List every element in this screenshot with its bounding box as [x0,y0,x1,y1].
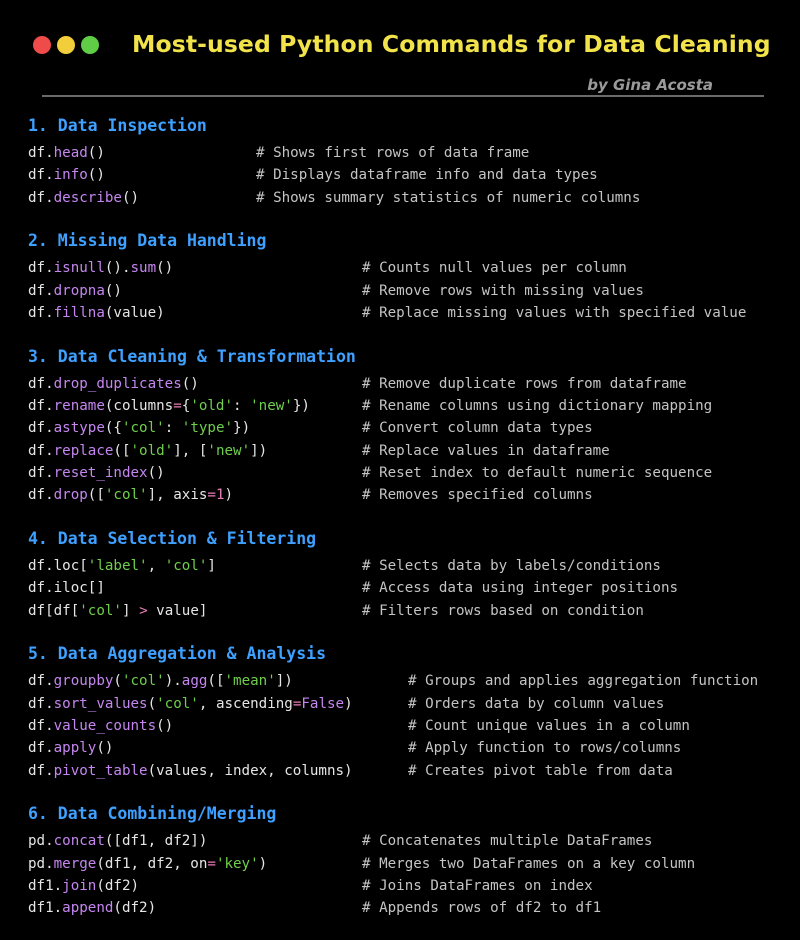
code-token: 'new' [207,442,251,459]
code-token: 'col' [121,673,165,690]
code-token: ( [113,673,122,690]
code-token: df. [28,282,54,299]
command-code[interactable] [28,302,362,324]
code-token: ]) [275,673,293,690]
header-divider [42,95,764,97]
code-token: () [96,740,114,757]
command-row [28,280,800,302]
code-token: df. [28,145,54,161]
code-token: df. [28,304,54,321]
command-code[interactable] [28,875,362,897]
command-row [28,760,800,782]
command-code[interactable] [28,484,362,506]
command-row [28,257,800,279]
code-token: 'new' [250,398,293,415]
code-token: ({ [104,420,122,437]
command-row [28,737,800,759]
command-row [28,875,800,897]
code-token: () [147,464,165,481]
code-token: (df2) [113,900,157,917]
command-row [28,142,800,164]
code-token: sum [130,260,157,277]
code-token: , ascending [198,695,293,712]
section-heading: 6. Data Combining/Merging [28,804,277,824]
code-token: value] [147,602,208,619]
command-comment: # Removes specified columns [362,487,593,504]
command-row [28,555,800,577]
code-token: ) [344,695,353,712]
code-token: pd. [28,855,54,872]
code-token: dropna [53,282,105,299]
code-token: replace [53,442,114,459]
command-comment: # Creates pivot table from data [408,762,673,779]
command-row [28,462,800,484]
code-token: ]) [250,442,268,459]
window-controls [33,36,99,54]
code-token: df. [28,398,54,415]
code-token: () [104,282,122,299]
command-comment: # Access data using integer positions [362,580,679,597]
code-token: () [156,260,174,277]
section [0,229,800,324]
code-token: sort_values [53,695,148,712]
code-token: describe [53,189,122,206]
command-code[interactable] [28,555,362,577]
code-token: 1 [215,487,225,504]
author-byline: by Gina Acosta [587,76,713,94]
section [0,642,800,781]
commands-content [0,114,800,940]
code-token: 'col' [121,420,165,437]
command-comment: # Rename columns using dictionary mapping [362,398,713,415]
command-comment: # Orders data by column values [408,695,665,712]
code-token: () [121,189,140,206]
command-code[interactable] [28,142,256,164]
command-row [28,373,800,395]
code-token: ( [147,695,157,712]
code-token: join [62,878,97,895]
command-row [28,187,800,209]
code-token: append [62,900,114,917]
code-token: apply [53,740,97,757]
command-code[interactable] [28,462,362,484]
code-token: 'col' [104,487,148,504]
command-code[interactable] [28,187,256,209]
command-comment: # Appends rows of df2 to df1 [362,900,602,917]
code-token: { [181,398,191,415]
command-comment: # Filters rows based on condition [362,602,644,619]
code-token: ] [121,602,140,619]
command-comment: # Convert column data types [362,420,593,437]
command-code[interactable] [28,830,362,852]
command-row [28,670,800,692]
command-row [28,897,800,919]
code-token: drop [53,487,88,504]
code-token: groupby [53,673,114,690]
code-token: agg [181,673,208,690]
code-token: ], axis [147,487,208,504]
code-token: df. [28,464,54,481]
code-token: , [147,558,165,575]
code-token: 'old' [130,442,174,459]
code-token: (df2) [96,878,140,895]
command-comment: # Counts null values per column [362,260,627,277]
code-token: = [173,398,182,415]
command-comment: # Merges two DataFrames on a key column [362,855,696,872]
code-token: info [53,167,88,184]
code-token: pd. [28,833,54,850]
code-token: (values, index, columns) [147,762,353,779]
code-token: df. [28,718,54,735]
code-token: df. [28,260,54,277]
code-token: df. [28,695,54,712]
code-token: merge [53,855,97,872]
command-comment: # Replace values in dataframe [362,442,610,459]
section-heading: 1. Data Inspection [28,116,207,135]
code-token: 'col' [79,602,122,619]
code-token: reset_index [53,464,148,481]
command-code[interactable] [28,257,362,279]
section-heading: 2. Missing Data Handling [28,231,267,251]
code-token: rename [53,398,105,415]
section [0,527,800,622]
code-token: 'old' [190,398,234,415]
code-token: (columns [104,398,174,415]
command-comment: # Joins DataFrames on index [362,878,593,895]
code-token: 'mean' [224,673,276,690]
command-code[interactable] [28,417,362,439]
code-token: ([df1, df2]) [104,833,208,850]
command-comment: # Replace missing values with specified value [362,304,747,321]
code-token: concat [53,833,105,850]
section-heading: 3. Data Cleaning & Transformation [28,346,356,366]
code-token: = [207,487,216,504]
code-token: df1. [28,900,63,917]
code-token: df. [28,673,54,690]
code-token: ([ [87,487,105,504]
command-row [28,600,800,622]
code-token: () [87,145,105,161]
code-token: }) [292,398,310,415]
code-token: df. [28,375,54,392]
code-token: ] [207,558,216,575]
code-token: pivot_table [53,762,148,779]
code-token: () [181,375,199,392]
command-comment: # Displays dataframe info and data types [256,167,598,184]
code-token: 'label' [87,558,148,575]
command-row [28,830,800,852]
command-code[interactable] [28,760,408,782]
code-token: (value) [104,304,165,321]
command-code[interactable] [28,897,362,919]
command-comment: # Remove rows with missing values [362,282,644,299]
code-token: isnull [53,260,105,277]
command-row [28,715,800,737]
code-token: df. [28,487,54,504]
command-code[interactable] [28,600,362,622]
code-token: False [301,695,345,712]
command-code[interactable] [28,670,408,692]
command-code[interactable] [28,737,408,759]
command-code[interactable] [28,373,362,395]
command-row [28,484,800,506]
code-token: > [139,602,148,619]
code-token: df. [28,167,54,184]
code-token: head [53,145,88,161]
code-token: df[df[ [28,602,80,619]
code-token: 'type' [181,420,234,437]
command-comment: # Shows first rows of data frame [256,145,530,161]
code-token: df. [28,442,54,459]
code-token: df.iloc[] [28,580,105,597]
command-row [28,577,800,599]
code-token: ) [258,855,268,872]
command-comment: # Groups and applies aggregation function [408,673,759,690]
code-token: 'key' [215,855,259,872]
command-row [28,417,800,439]
code-token: () [87,167,105,184]
code-token: fillna [53,304,105,321]
section [0,345,800,507]
code-token: ). [164,673,182,690]
code-token: ([ [113,442,131,459]
command-comment: # Apply function to rows/columns [408,740,682,757]
code-token: 'col' [156,695,199,712]
command-code[interactable] [28,164,256,186]
code-token: df. [28,762,54,779]
command-row [28,853,800,875]
section-heading: 5. Data Aggregation & Analysis [28,644,327,664]
code-token: ], [ [173,442,208,459]
code-token: drop_duplicates [53,375,182,392]
close-dot-icon[interactable] [33,36,51,54]
command-code[interactable] [28,280,362,302]
command-comment: # Reset index to default numeric sequence [362,464,713,481]
code-token: ) [224,487,234,504]
code-token: : [233,398,251,415]
code-token: df.loc[ [28,558,88,575]
command-row [28,164,800,186]
maximize-dot-icon[interactable] [81,36,99,54]
code-token: df. [28,189,54,206]
code-token: ([ [207,673,225,690]
command-row [28,302,800,324]
command-code[interactable] [28,577,362,599]
section-heading: 4. Data Selection & Filtering [28,529,317,549]
code-token: (). [104,260,131,277]
command-code[interactable] [28,440,362,462]
code-token: : [164,420,182,437]
command-code[interactable] [28,853,362,875]
command-comment: # Remove duplicate rows from dataframe [362,375,687,392]
section [0,114,800,209]
code-token: df. [28,740,54,757]
code-token: df1. [28,878,63,895]
minimize-dot-icon[interactable] [57,36,75,54]
section [0,802,800,919]
command-comment: # Selects data by labels/conditions [362,558,661,575]
command-code[interactable] [28,395,362,417]
command-code[interactable] [28,693,408,715]
command-row [28,440,800,462]
command-comment: # Concatenates multiple DataFrames [362,833,653,850]
command-comment: # Count unique values in a column [408,718,690,735]
page-title: Most-used Python Commands for Data Cleaning [132,30,771,58]
code-token: df. [28,420,54,437]
command-row [28,395,800,417]
code-token: astype [53,420,105,437]
command-comment: # Shows summary statistics of numeric columns [256,189,641,206]
code-token: () [156,718,174,735]
code-token: = [292,695,302,712]
command-code[interactable] [28,715,408,737]
code-token: (df1, df2, on [96,855,208,872]
code-token: value_counts [53,718,157,735]
code-token: }) [233,420,251,437]
command-row [28,693,800,715]
code-token: = [207,855,216,872]
code-token: 'col' [164,558,208,575]
